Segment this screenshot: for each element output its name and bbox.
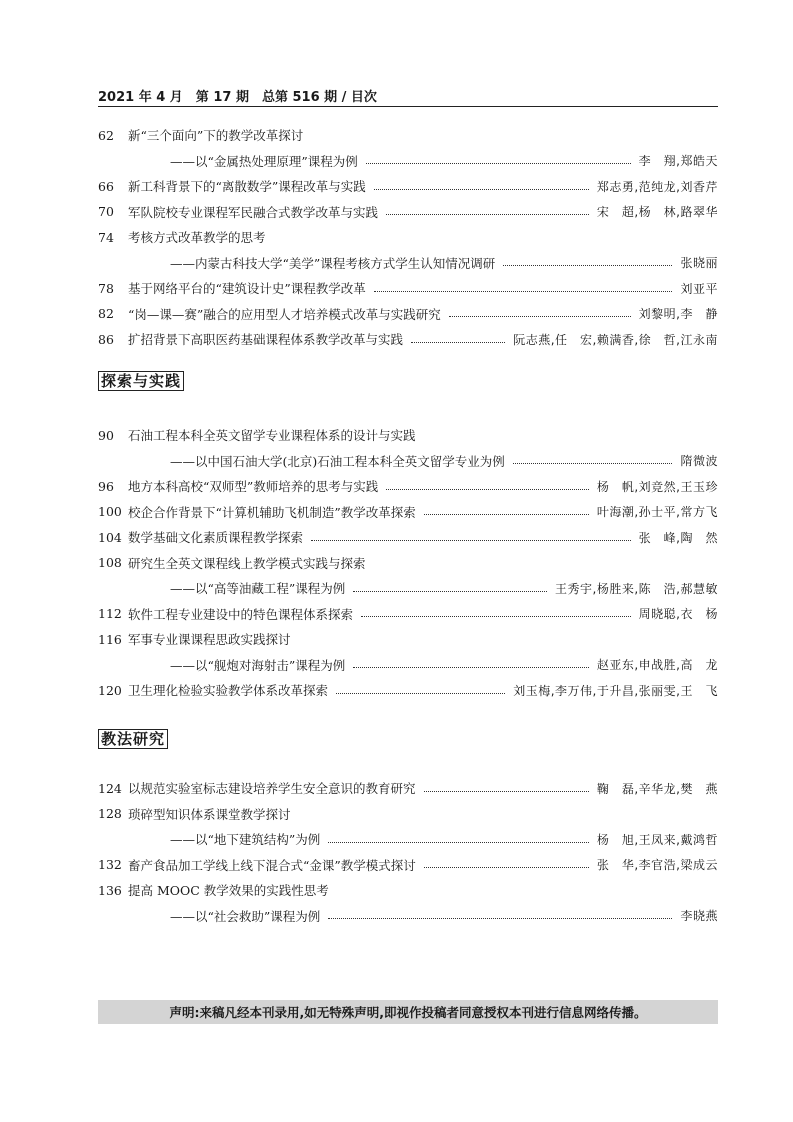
article-title: 琐碎型知识体系课堂教学探讨 xyxy=(128,806,291,822)
page-number: 70 xyxy=(98,204,114,219)
page-number: 108 xyxy=(98,555,122,570)
dot-leader xyxy=(386,489,589,490)
article-subtitle: ——以“高等油藏工程”课程为例 xyxy=(170,581,346,596)
toc-entry[interactable] xyxy=(98,880,718,900)
dot-leader xyxy=(311,540,631,541)
article-subtitle: ——以“舰炮对海射击”课程为例 xyxy=(170,657,346,673)
page-number: 82 xyxy=(98,306,114,321)
toc-entry[interactable] xyxy=(98,855,718,875)
article-authors: 杨 帆,刘竞然,王玉珍 xyxy=(596,479,718,494)
article-subtitle: ——内蒙古科技大学“美学”课程考核方式学生认知情况调研 xyxy=(170,255,496,271)
page-number: 74 xyxy=(98,229,114,245)
toc-entry[interactable] xyxy=(98,227,718,247)
article-authors: 刘亚平 xyxy=(680,281,718,296)
dot-leader xyxy=(424,791,589,792)
article-subtitle: ——以“地下建筑结构”为例 xyxy=(170,832,321,847)
dot-leader xyxy=(449,316,631,317)
page-number: 128 xyxy=(98,806,122,821)
article-authors: 张 华,李官浩,梁成云 xyxy=(596,858,718,872)
page-number: 120 xyxy=(98,682,122,698)
page-number: 66 xyxy=(98,178,114,194)
article-authors: 宋 超,杨 林,路翠华 xyxy=(596,205,718,219)
dot-leader xyxy=(353,591,547,592)
article-title: 研究生全英文课程线上教学模式实践与探索 xyxy=(128,555,366,571)
article-title: 石油工程本科全英文留学专业课程体系的设计与实践 xyxy=(128,428,416,443)
article-authors: 刘玉梅,李万伟,于升昌,张丽雯,王 飞 xyxy=(513,683,718,698)
article-authors: 周晓聪,衣 杨 xyxy=(638,607,718,621)
toc-entry[interactable] xyxy=(98,425,718,445)
dot-leader xyxy=(503,265,672,266)
page-number: 100 xyxy=(98,504,122,519)
toc-entry[interactable] xyxy=(98,176,718,196)
dot-leader xyxy=(366,163,631,164)
article-title: 地方本科高校“双师型”教师培养的思考与实践 xyxy=(128,479,379,494)
page-header: 2021 年 4 月 第 17 期 总第 516 期 / 目次 xyxy=(98,86,718,107)
article-authors: 郑志勇,范纯龙,刘香芹 xyxy=(596,179,718,194)
article-title: 以规范实验室标志建设培养学生安全意识的教育研究 xyxy=(128,781,416,796)
toc-entry[interactable] xyxy=(98,578,718,598)
dot-leader xyxy=(424,867,589,868)
toc-entry[interactable] xyxy=(98,680,718,700)
toc-entry[interactable] xyxy=(98,655,718,675)
article-title: 提高 MOOC 教学效果的实践性思考 xyxy=(128,883,329,898)
section-heading-label: 教法研究 xyxy=(98,729,168,749)
toc-entry[interactable] xyxy=(98,476,718,496)
page-number: 124 xyxy=(98,780,122,796)
page-number: 112 xyxy=(98,606,122,621)
article-title: 军队院校专业课程军民融合式教学改革与实践 xyxy=(128,204,379,220)
article-title: 扩招背景下高职医药基础课程体系教学改革与实践 xyxy=(128,332,404,347)
toc-entry[interactable] xyxy=(98,202,718,222)
article-title: 畜产食品加工学线上线下混合式“金课”教学模式探讨 xyxy=(128,857,416,873)
toc-entry[interactable] xyxy=(98,604,718,624)
article-authors: 隋微波 xyxy=(680,454,718,468)
page-number: 86 xyxy=(98,331,114,347)
toc-entry[interactable] xyxy=(98,304,718,324)
dot-leader xyxy=(386,214,589,215)
dot-leader xyxy=(374,189,589,190)
article-title: 软件工程专业建设中的特色课程体系探索 xyxy=(128,606,354,622)
page-number: 104 xyxy=(98,529,122,545)
article-authors: 赵亚东,申战胜,高 龙 xyxy=(596,658,718,672)
article-authors: 张晓丽 xyxy=(680,256,718,270)
toc-entry[interactable] xyxy=(98,278,718,298)
page-number: 62 xyxy=(98,127,114,143)
dot-leader xyxy=(411,342,505,343)
toc-entry[interactable] xyxy=(98,527,718,547)
toc-entry[interactable] xyxy=(98,151,718,171)
toc-entry[interactable] xyxy=(98,253,718,273)
page-number: 90 xyxy=(98,427,114,443)
section-heading xyxy=(98,728,168,750)
section-heading xyxy=(98,370,184,392)
article-title: “岗—课—赛”融合的应用型人才培养模式改革与实践研究 xyxy=(128,306,441,322)
article-title: 军事专业课课程思政实践探讨 xyxy=(128,632,291,647)
toc-entry[interactable] xyxy=(98,125,718,145)
article-title: 卫生理化检验实验教学体系改革探索 xyxy=(128,683,329,698)
page-number: 96 xyxy=(98,478,114,494)
article-authors: 鞠 磊,辛华龙,樊 燕 xyxy=(596,781,718,796)
toc-entry[interactable] xyxy=(98,502,718,522)
article-authors: 王秀宇,杨胜来,陈 浩,郝慧敏 xyxy=(555,581,718,596)
page-number: 136 xyxy=(98,882,122,898)
toc-entry[interactable] xyxy=(98,829,718,849)
article-subtitle: ——以中国石油大学(北京)石油工程本科全英文留学专业为例 xyxy=(170,453,505,469)
page-number: 78 xyxy=(98,280,114,296)
article-title: 新工科背景下的“离散数学”课程改革与实践 xyxy=(128,179,366,194)
dot-leader xyxy=(361,616,631,617)
dot-leader xyxy=(513,463,673,464)
article-authors: 李 翔,郑皓天 xyxy=(638,154,718,168)
toc-entry[interactable] xyxy=(98,804,718,824)
article-title: 校企合作背景下“计算机辅助飞机制造”教学改革探索 xyxy=(128,504,416,520)
article-authors: 刘黎明,李 静 xyxy=(638,307,718,321)
toc-entry[interactable] xyxy=(98,629,718,649)
article-subtitle: ——以“社会救助”课程为例 xyxy=(170,908,321,924)
article-title: 新“三个面向”下的教学改革探讨 xyxy=(128,128,304,143)
article-authors: 张 峰,陶 然 xyxy=(638,530,718,545)
article-title: 数学基础文化素质课程教学探索 xyxy=(128,530,304,545)
article-authors: 阮志燕,任 宏,赖满香,徐 哲,江永南 xyxy=(513,332,718,347)
article-title: 基于网络平台的“建筑设计史”课程教学改革 xyxy=(128,281,366,296)
toc-entry[interactable] xyxy=(98,778,718,798)
dot-leader xyxy=(328,918,672,919)
dot-leader xyxy=(353,667,589,668)
dot-leader xyxy=(424,514,589,515)
toc-entry[interactable] xyxy=(98,553,718,573)
article-subtitle: ——以“金属热处理原理”课程为例 xyxy=(170,153,358,169)
article-title: 考核方式改革教学的思考 xyxy=(128,230,266,245)
article-authors: 叶海潮,孙士平,常方飞 xyxy=(596,505,718,519)
toc-entry[interactable] xyxy=(98,329,718,349)
page-number: 132 xyxy=(98,857,122,872)
toc-entry[interactable] xyxy=(98,451,718,471)
page-number: 116 xyxy=(98,631,122,647)
dot-leader xyxy=(328,842,589,843)
dot-leader xyxy=(336,693,505,694)
article-authors: 杨 旭,王凤来,戴鸿哲 xyxy=(596,832,718,847)
toc-entry[interactable] xyxy=(98,906,718,926)
section-heading-label: 探索与实践 xyxy=(98,371,184,391)
copyright-notice: 声明:来稿凡经本刊录用,如无特殊声明,即视作投稿者同意授权本刊进行信息网络传播。 xyxy=(98,1000,718,1024)
article-authors: 李晓燕 xyxy=(680,909,718,923)
dot-leader xyxy=(374,291,673,292)
